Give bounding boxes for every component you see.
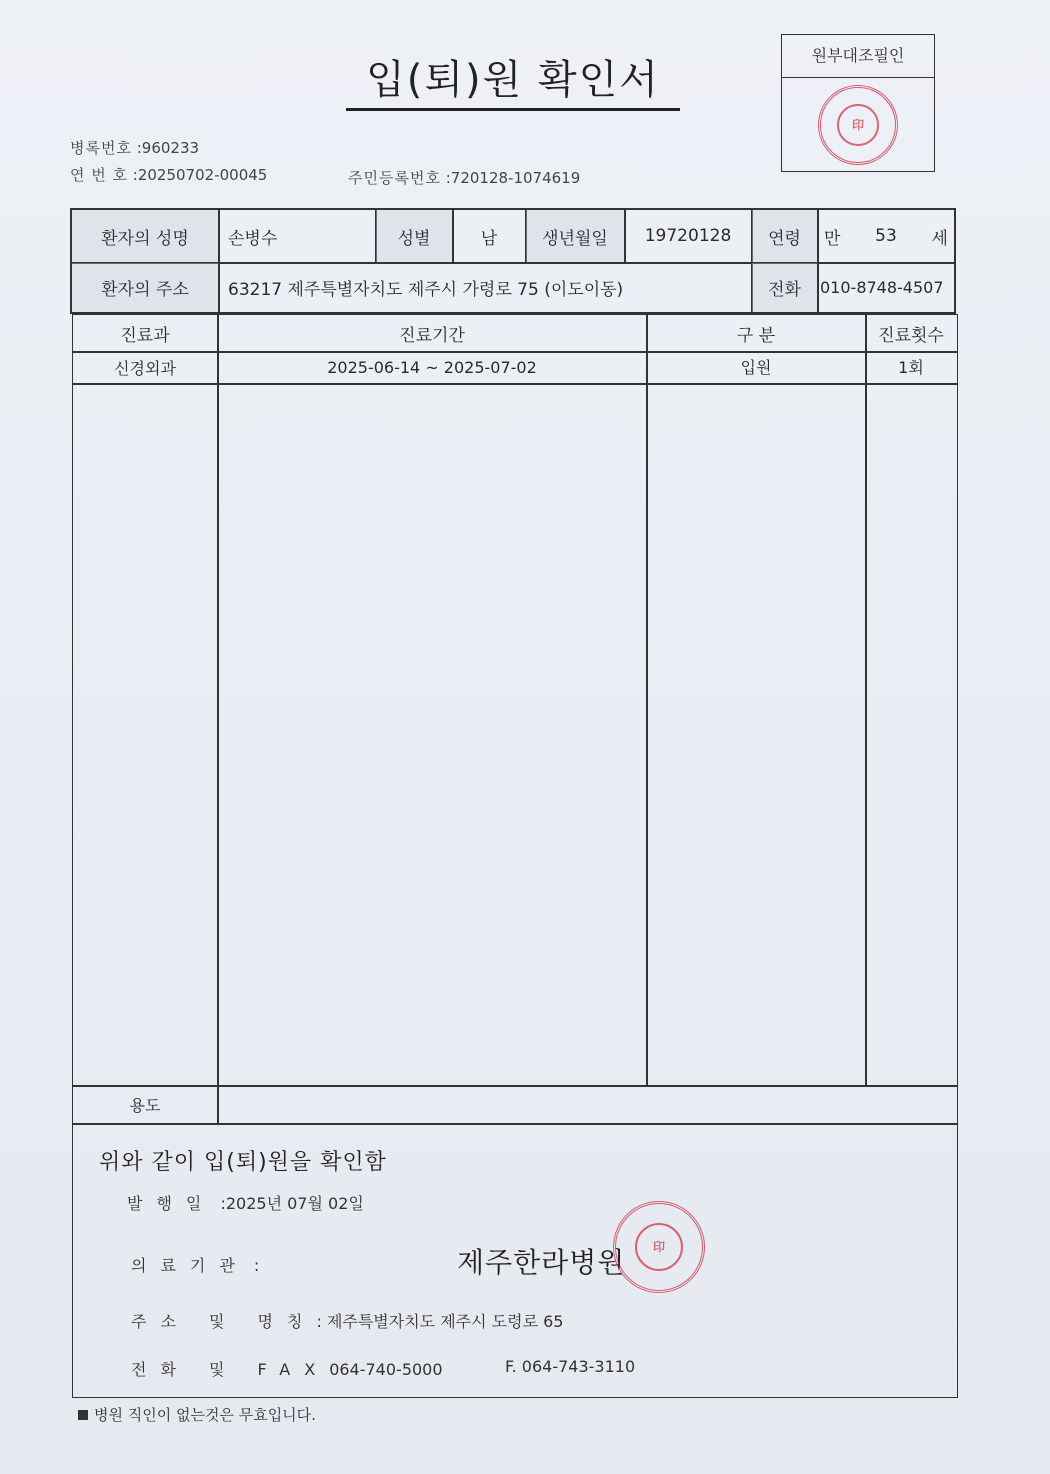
- header-category: 구 분: [736, 325, 776, 346]
- sex-label: 성별: [376, 210, 452, 262]
- phone-label: 전화: [752, 263, 817, 312]
- official-stamp-inner: 印: [635, 1223, 683, 1271]
- confirmation-statement: 위와 같이 입(퇴)원을 확인함: [99, 1150, 387, 1175]
- purpose-label: 용도: [129, 1096, 161, 1115]
- address-label: 환자의 주소: [72, 263, 218, 312]
- address-value: 63217 제주특별자치도 제주시 가령로 75 (이도이동): [228, 280, 624, 300]
- phone-fax-row: [131, 1357, 443, 1380]
- hospital-fax: F. 064-743-3110: [505, 1357, 636, 1376]
- resident-id-label: 주민등록번호: [348, 169, 441, 187]
- age-label: 연령: [752, 210, 817, 262]
- serial-number-row: 연 번 호 :20250702-00045: [70, 166, 268, 184]
- treatment-table: [72, 314, 958, 1398]
- header-department: 진료과: [120, 325, 170, 346]
- row-department: 신경외과: [114, 359, 176, 378]
- age-value: 53: [875, 226, 897, 246]
- phone-fax-label: 전화 및 FAX: [131, 1360, 330, 1379]
- age-prefix: 만: [824, 228, 841, 249]
- hospital-official-stamp: [613, 1201, 705, 1293]
- age-value-cell: [824, 210, 954, 262]
- hospital-name: 제주한라병원: [457, 1246, 626, 1279]
- record-number-value: 960233: [141, 139, 200, 157]
- resident-id-value: 720128-1074619: [450, 169, 581, 187]
- row-visits: 1회: [898, 357, 924, 377]
- square-bullet-icon: [78, 1410, 88, 1420]
- header-visits: 진료횟수: [878, 325, 944, 346]
- age-suffix: 세: [931, 228, 948, 249]
- original-check-seal-box: [781, 34, 935, 172]
- footnote-text: 병원 직인이 없는것은 무효입니다.: [94, 1406, 316, 1424]
- record-number-row: 병록번호 :960233: [70, 139, 200, 157]
- patient-name-value: 손병수: [228, 228, 278, 249]
- resident-id-row: 주민등록번호 :720128-1074619: [348, 169, 581, 187]
- birthdate-value: 19720128: [644, 226, 732, 246]
- purpose-value: [218, 1086, 956, 1123]
- hospital-phone: 064-740-5000: [329, 1360, 443, 1379]
- institution-label: 의료기관: [131, 1256, 249, 1275]
- issue-date-label: 발행일: [127, 1194, 216, 1213]
- phone-value: 010-8748-4507: [820, 278, 944, 297]
- fax-row: [505, 1357, 635, 1376]
- patient-info-table: [70, 208, 956, 314]
- serial-number-value: 20250702-00045: [137, 166, 268, 184]
- institution-row: 의료기관 :: [131, 1256, 260, 1275]
- hospital-seal-stamp: [818, 85, 898, 165]
- seal-stamp-inner: 印: [837, 104, 878, 145]
- sex-value: 남: [480, 228, 498, 249]
- issue-date-row: 발행일 :2025년 07월 02일: [127, 1194, 364, 1213]
- header-period: 진료기간: [399, 325, 465, 346]
- hospital-address: 제주특별자치도 제주시 도령로 65: [326, 1312, 564, 1331]
- birthdate-label: 생년월일: [526, 210, 624, 262]
- row-period: 2025-06-14 ~ 2025-07-02: [327, 358, 537, 377]
- validity-footnote: [78, 1404, 316, 1425]
- address-name-label: 주소 및 명칭: [131, 1312, 317, 1331]
- document-title: 입(퇴)원 확인서: [366, 57, 660, 103]
- title-underline: [346, 108, 680, 111]
- serial-number-label: 연 번 호: [70, 166, 129, 184]
- row-category: 입원: [740, 357, 772, 377]
- seal-box-label: 원부대조필인: [782, 35, 934, 78]
- issue-date-value: 2025년 07월 02일: [225, 1194, 364, 1213]
- address-name-row: 주소 및 명칭: 제주특별자치도 제주시 도령로 65: [131, 1312, 564, 1331]
- record-number-label: 병록번호: [70, 139, 132, 157]
- patient-name-label: 환자의 성명: [72, 210, 218, 262]
